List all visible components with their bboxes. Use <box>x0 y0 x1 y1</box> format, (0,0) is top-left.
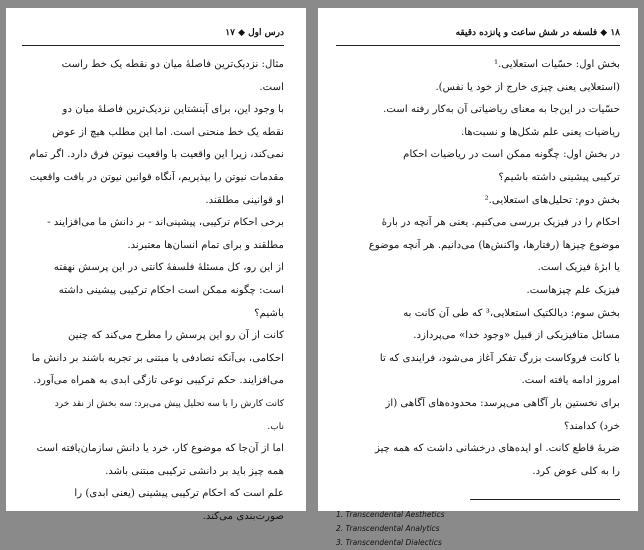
left-page-body <box>22 54 284 528</box>
footnote: 2. Transcendental Analytics <box>336 524 440 534</box>
text-line: با وجود این، برای آینشتاین نزدیک‌ترین فاصلهٔ میان دو <box>62 104 284 116</box>
text-line: اما از آن‌جا که موضوع کار، خرد یا دانش سازمان‌یافته است <box>36 443 284 455</box>
text-line: کانت از آن رو این پرسش را مطرح می‌کند که چنین <box>68 330 284 342</box>
footnote: 3. Transcendental Dialectics <box>336 538 442 548</box>
text-line: برخی احکام ترکیبی، پیشینی‌اند - بر دانش ما می‌افزایند - <box>47 217 284 229</box>
text-line: صورت‌بندی می‌کند. <box>202 510 284 522</box>
right-page <box>318 8 638 548</box>
header-rule <box>336 45 620 46</box>
left-page-header: درس اول ◆ ۱۷ <box>225 28 284 38</box>
text-line: با کانت فروکاست بزرگ تفکر آغاز می‌شود، فرایندی که تا <box>379 352 620 364</box>
text-line: نقطه یک خط منحنی است. اما این مطلب هیچ از عوض <box>52 126 284 138</box>
right-page-header: ۱۸ ◆ فلسفه در شش ساعت و پانزده دقیقه <box>455 28 620 38</box>
section-heading: بخش سوم: دیالکتیک استعلایی،³ که طی آن کانت به <box>403 307 620 319</box>
text-line: کانت کارش را با سه تحلیل پیش می‌برد: سه بخش از نقد خرد <box>54 398 284 409</box>
text-line: فیزیک علم چیزهاست. <box>526 284 620 296</box>
text-line: در بخش اول: چگونه ممکن است در ریاضیات احکام <box>403 149 620 161</box>
text-line: از این رو، کل مسئلهٔ فلسفهٔ کانتی در این پرسش نهفته <box>53 262 284 274</box>
text-line: یا ابژهٔ فیزیک است. <box>537 262 620 274</box>
text-line: می‌افزایند. حکم ترکیبی نوعی تازگی ابدی به همراه می‌آورد. <box>33 375 284 387</box>
text-line: موضوع چیزها (رفتارها، واکنش‌ها) می‌دانیم. هر آنچه موضوع <box>368 239 620 251</box>
text-line: امروز ادامه یافته است. <box>521 375 620 387</box>
text-line: مسائل متافیزیکی از قبیل «وجود خدا» می‌پردازد. <box>413 330 620 342</box>
text-line: علم است که احکام ترکیبی پیشینی (یعنی ابدی) را <box>74 488 284 500</box>
text-line: مطلقند و برای تمام انسان‌ها معتبرند. <box>127 239 284 251</box>
text-line: احکامی، بی‌آنکه تصادفی یا مبتنی بر تجربه باشند بر دانش ما <box>31 352 284 364</box>
text-line: خرد) کدامند؟ <box>564 420 620 432</box>
section-heading: بخش اول: حسّیات استعلایی.¹ <box>494 59 620 70</box>
footnote-rule <box>470 499 620 500</box>
text-line: (استعلایی یعنی چیزی خارج از خود یا نفس). <box>435 81 620 93</box>
right-page-body <box>336 54 620 483</box>
left-page <box>6 8 306 522</box>
text-line: است. <box>259 81 284 93</box>
text-line: حسّیات در این‌جا به معنای ریاضیاتی آن به‌کار رفته است. <box>383 104 620 116</box>
text-line: ضربهٔ قاطع کانت. او ایده‌های درخشانی داشت که همه چیز <box>374 443 620 455</box>
text-line: احکام را در فیزیک بررسی می‌کنیم. یعنی هر آنچه در بارهٔ <box>381 217 620 229</box>
text-line: را به کلی عوض کرد. <box>532 465 620 477</box>
section-heading: بخش دوم: تحلیل‌های استعلایی.² <box>484 194 620 206</box>
text-line: باشیم؟ <box>254 307 284 319</box>
header-rule <box>22 45 284 46</box>
footnote: 1. Transcendental Aesthetics <box>336 510 445 520</box>
footnotes <box>336 508 620 550</box>
text-line: برای نخستین بار آگاهی می‌پرسد: محدوده‌های آگاهی (از <box>385 397 620 409</box>
text-line: مثال: نزدیک‌ترین فاصلهٔ میان دو نقطه یک خط راست <box>61 59 284 70</box>
text-line: نمی‌کند، زیرا این واقعیت با واقعیت نیوتن فرق دارد. اگر تمام <box>29 149 284 161</box>
text-line: است: چگونه ممکن است احکام ترکیبی پیشینی داشته <box>58 284 284 296</box>
text-line: همه چیز باید بر دانشی ترکیبی مبتنی باشد. <box>105 465 284 477</box>
text-line: ریاضیات یعنی علم شکل‌ها و نسبت‌ها. <box>460 126 620 138</box>
text-line: ناب. <box>267 421 284 432</box>
text-line: مقدمات نیوتن را بپذیریم، آنگاه قوانین نیوتن در بافت واقعیت <box>29 171 284 183</box>
text-line: او قوانینی مطلقند. <box>205 194 284 206</box>
text-line: ترکیبی پیشینی داشته باشیم؟ <box>498 171 620 183</box>
